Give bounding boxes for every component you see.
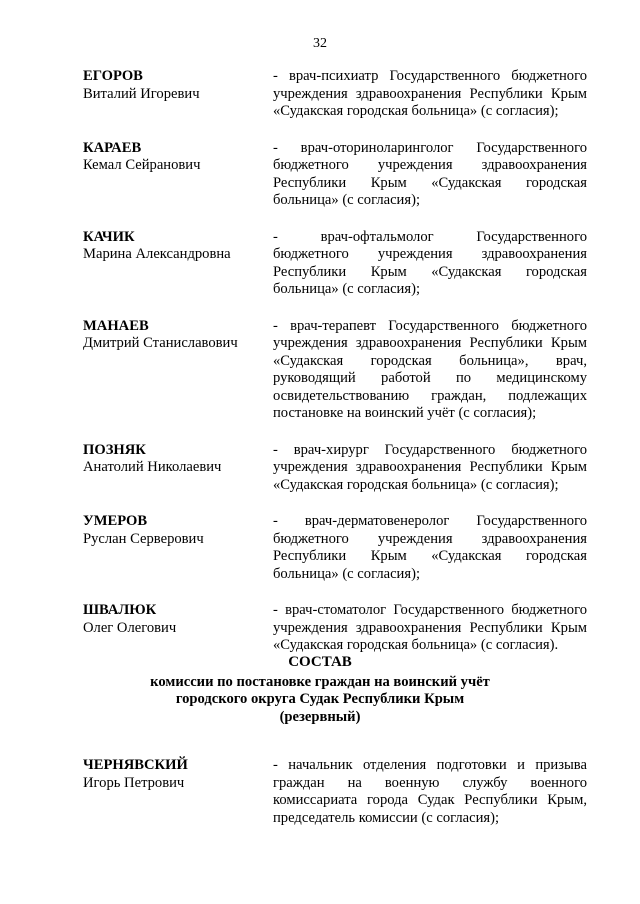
section-subtitle-line: комиссии по постановке граждан на воинский учёт <box>150 673 490 690</box>
member-entry <box>83 757 587 827</box>
member-role: - начальник отделения подготовки и призыва граждан на военную службу военного комиссариата города Судак Республики Крым, председатель комиссии (с согласия); <box>273 757 587 826</box>
member-surname: КАЧИК <box>83 228 135 245</box>
member-entry <box>83 140 587 210</box>
member-given-names: Олег Олегович <box>83 619 177 636</box>
member-given-names: Виталий Игоревич <box>83 85 200 102</box>
member-name <box>83 513 273 583</box>
member-entry <box>83 229 587 299</box>
member-surname: ЕГОРОВ <box>83 68 143 84</box>
member-role: - врач-психиатр Государственного бюджетного учреждения здравоохранения Республики Крым «Судакская городская больница» (с согласия); <box>273 68 587 119</box>
member-surname: КАРАЕВ <box>83 139 142 156</box>
member-name <box>83 442 273 495</box>
member-name <box>83 318 273 423</box>
member-name <box>83 68 273 121</box>
member-entry <box>83 513 587 583</box>
member-entry <box>83 318 587 423</box>
member-surname: ЧЕРНЯВСКИЙ <box>83 757 188 773</box>
member-role: - врач-дерматовенеролог Государственного бюджетного учреждения здравоохранения Республики Крым «Судакская городская больница» (с согласия); <box>273 513 587 582</box>
member-role: - врач-хирург Государственного бюджетного учреждения здравоохранения Республики Крым «Судакская городская больница» (с согласия); <box>273 441 587 493</box>
member-role: - врач-оториноларинголог Государственного бюджетного учреждения здравоохранения Республики Крым «Судакская городская больница» (с согласия); <box>273 139 587 208</box>
member-given-names: Марина Александровна <box>83 246 231 262</box>
member-name <box>83 229 273 299</box>
member-given-names: Анатолий Николаевич <box>83 459 222 475</box>
member-role: - врач-стоматолог Государственного бюджетного учреждения здравоохранения Республики Крым «Судакская городская больница» (с согласия). <box>273 602 587 653</box>
member-role: - врач-офтальмолог Государственного бюджетного учреждения здравоохранения Республики Крым «Судакская городская больница» (с согласия); <box>273 228 587 297</box>
member-surname: МАНАЕВ <box>83 317 149 334</box>
member-name <box>83 140 273 210</box>
reserve-members-list <box>83 757 587 827</box>
member-surname: ПОЗНЯК <box>83 441 146 458</box>
member-given-names: Руслан Серверович <box>83 530 204 547</box>
member-name <box>83 757 273 827</box>
member-entry <box>83 442 587 495</box>
commission-members-list <box>83 68 587 655</box>
section-title <box>0 654 640 726</box>
member-surname: ШВАЛЮК <box>83 602 157 618</box>
member-surname: УМЕРОВ <box>83 513 148 529</box>
member-entry <box>83 68 587 121</box>
page-number: 32 <box>313 36 327 51</box>
member-given-names: Кемал Сейранович <box>83 157 201 173</box>
section-heading: СОСТАВ <box>288 654 352 670</box>
member-name <box>83 602 273 655</box>
member-given-names: Игорь Петрович <box>83 774 185 791</box>
member-entry <box>83 602 587 655</box>
member-given-names: Дмитрий Станиславович <box>83 335 238 351</box>
section-subtitle-line: городского округа Судак Республики Крым <box>175 691 465 707</box>
member-role: - врач-терапевт Государственного бюджетного учреждения здравоохранения Республики Крым «Судакская городская больница», врач, руководящий работой по медицинскому освидетельствованию граждан, подлежащих постановке на воинский учёт (с согласия); <box>273 317 587 421</box>
section-subtitle-line: (резервный) <box>279 708 361 725</box>
